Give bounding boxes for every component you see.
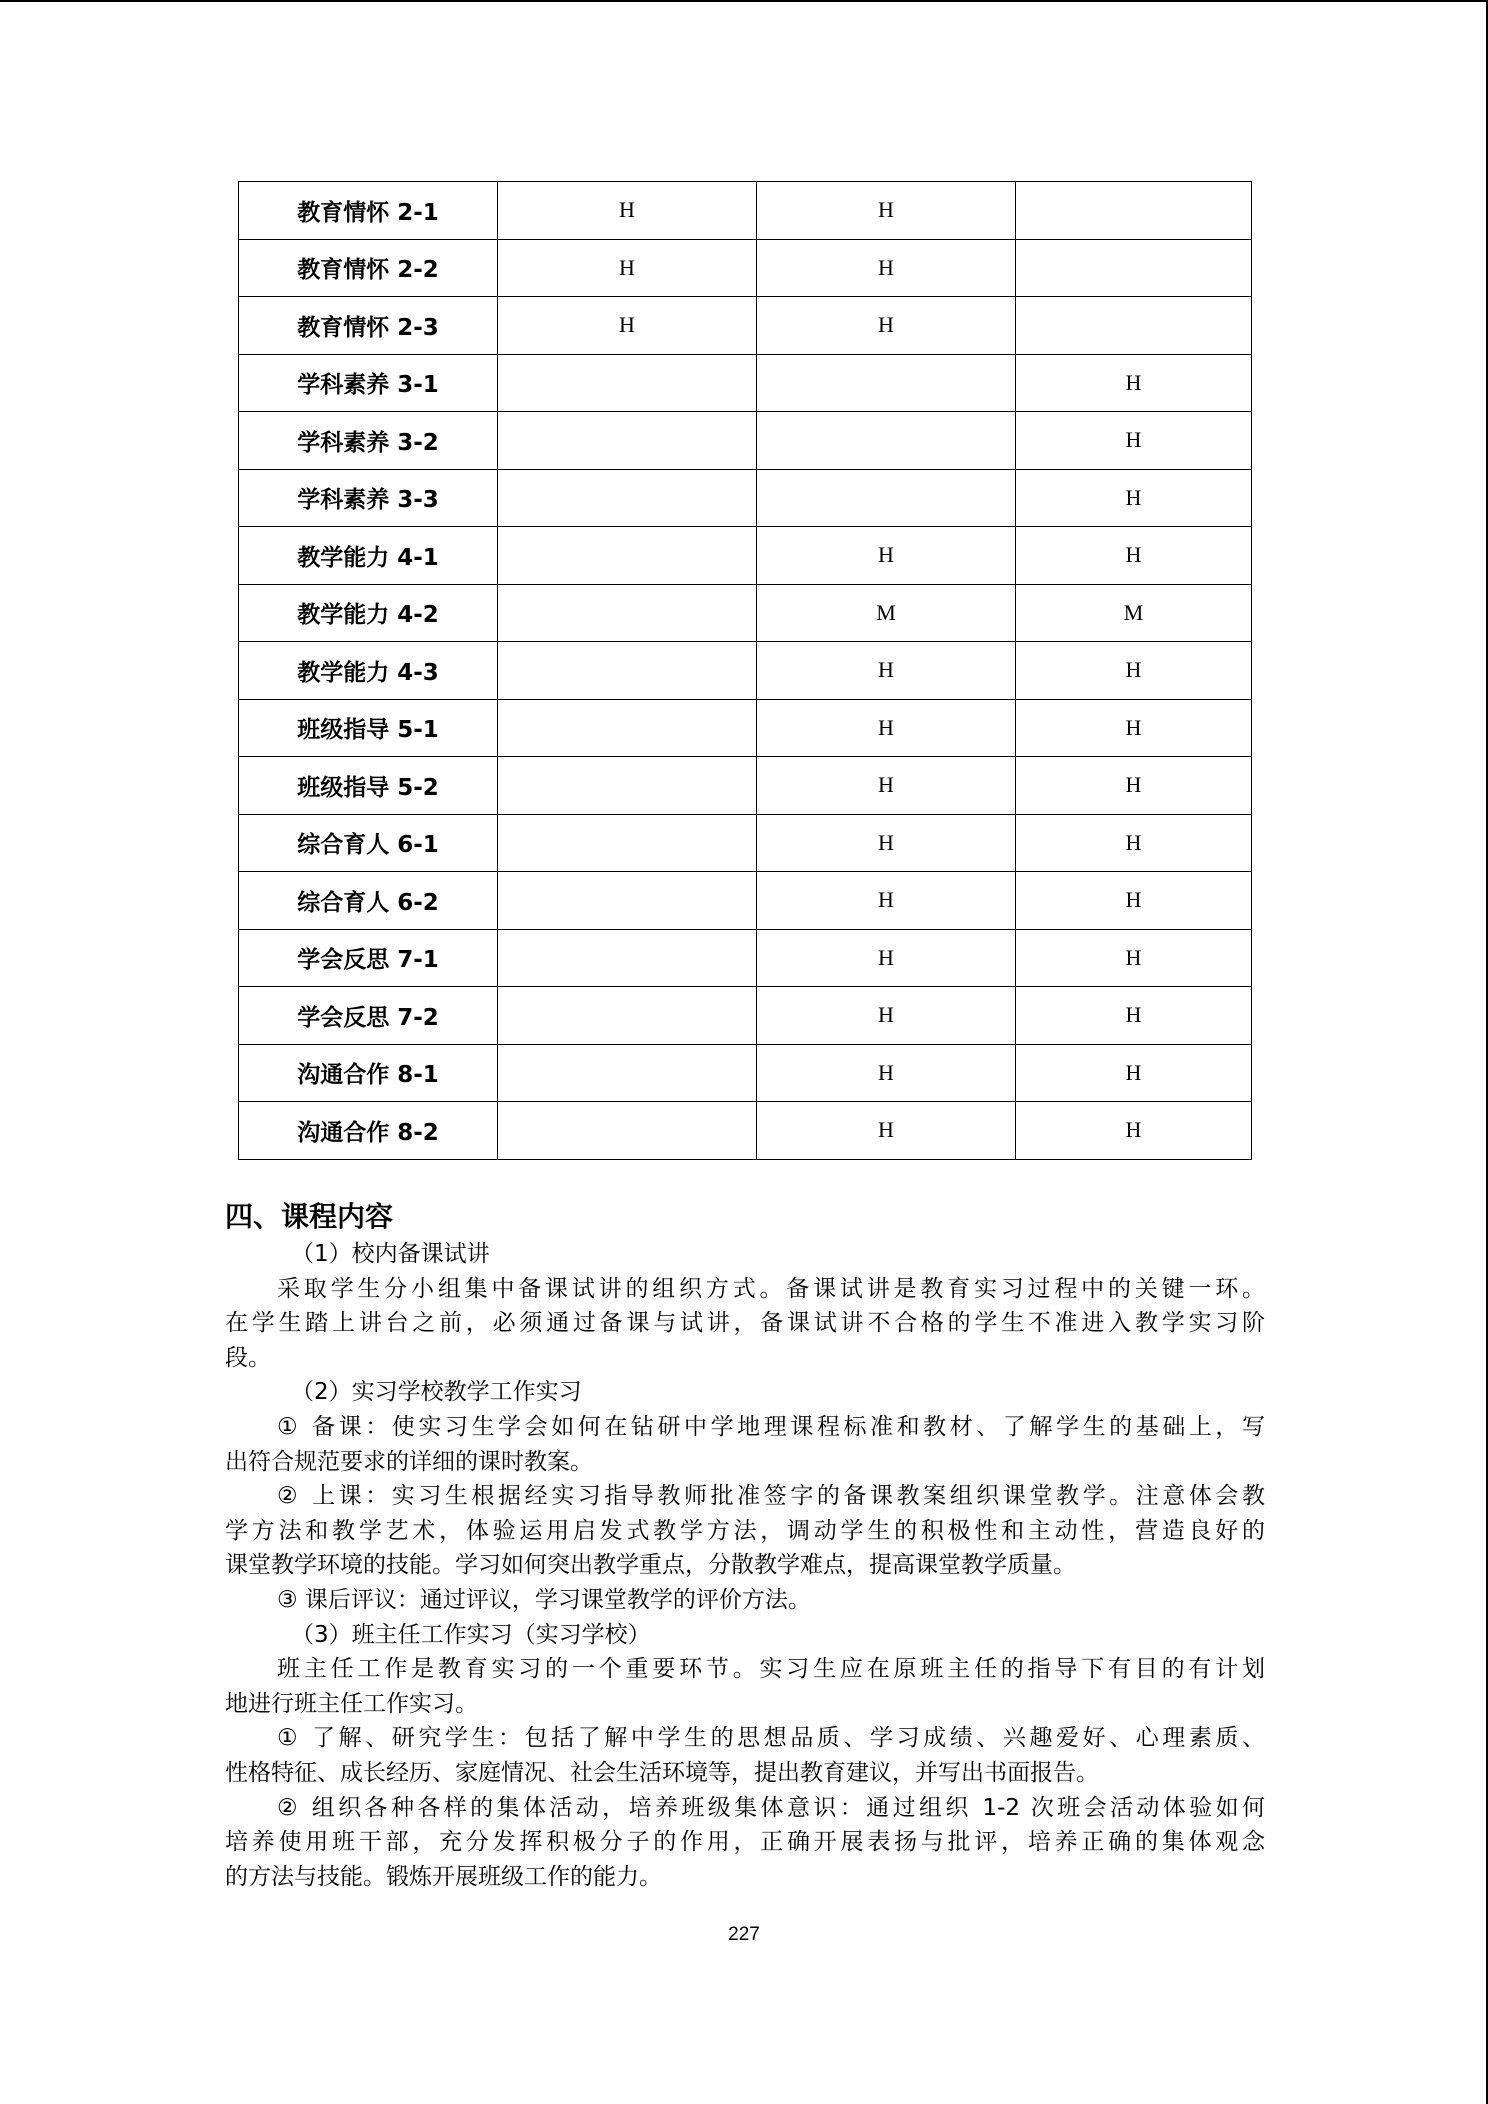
objective-support-matrix	[238, 181, 1252, 1160]
rating-cell: H	[498, 239, 757, 297]
page-number: 227	[728, 1924, 760, 1945]
paragraph-line: 性格特征、成长经历、家庭情况、社会生活环境等，提出教育建议，并写出书面报告。	[225, 1759, 1099, 1786]
rating-cell: H	[1016, 814, 1252, 872]
rating-cell: H	[757, 239, 1016, 297]
paragraph-line: 采取学生分小组集中备课试讲的组织方式。备课试讲是教育实习过程中的关键一环。	[277, 1275, 1265, 1302]
table-row	[239, 929, 1252, 987]
rating-cell: H	[757, 182, 1016, 240]
row-label-cell: 班级指导 5-1	[239, 699, 498, 757]
rating-cell	[498, 757, 757, 815]
paragraph-line: 的方法与技能。锻炼开展班级工作的能力。	[225, 1863, 662, 1890]
paragraph-line: （2）实习学校教学工作实习	[291, 1379, 582, 1406]
rating-cell	[498, 814, 757, 872]
table-row	[239, 987, 1252, 1045]
paragraph-line: ② 上课：实习生根据经实习指导教师批准签字的备课教案组织课堂教学。注意体会教	[277, 1483, 1265, 1510]
section-body	[225, 1237, 1265, 1894]
paragraph-line: 段。	[225, 1344, 271, 1371]
rating-cell: H	[1016, 699, 1252, 757]
table-row	[239, 584, 1252, 642]
rating-cell: H	[757, 699, 1016, 757]
rating-cell: H	[757, 872, 1016, 930]
row-label-cell: 教育情怀 2-1	[239, 182, 498, 240]
rating-cell	[757, 469, 1016, 527]
rating-cell: H	[1016, 929, 1252, 987]
paragraph-line: ① 备课：使实习生学会如何在钻研中学地理课程标准和教材、了解学生的基础上，写	[277, 1413, 1265, 1440]
rating-cell	[498, 527, 757, 585]
rating-cell	[498, 699, 757, 757]
paragraph-line: ③ 课后评议：通过评议，学习课堂教学的评价方法。	[277, 1586, 811, 1613]
rating-cell: H	[757, 814, 1016, 872]
row-label-cell: 学会反思 7-1	[239, 929, 498, 987]
rating-cell	[757, 354, 1016, 412]
rating-cell	[498, 469, 757, 527]
table-row	[239, 354, 1252, 412]
table-row	[239, 699, 1252, 757]
table-row	[239, 1102, 1252, 1160]
section-heading: 四、课程内容	[225, 1200, 394, 1233]
row-label-cell: 沟通合作 8-2	[239, 1102, 498, 1160]
rating-cell	[1016, 297, 1252, 355]
paragraph-line: 班主任工作是教育实习的一个重要环节。实习生应在原班主任的指导下有目的有计划	[277, 1656, 1265, 1683]
top-border-line	[0, 0, 1488, 2]
table-row	[239, 642, 1252, 700]
row-label-cell: 学会反思 7-2	[239, 987, 498, 1045]
paragraph-line: ② 组织各种各样的集体活动，培养班级集体意识：通过组织 1-2 次班会活动体验如何	[277, 1794, 1265, 1821]
row-label-cell: 教育情怀 2-3	[239, 297, 498, 355]
rating-cell	[498, 872, 757, 930]
table-row	[239, 297, 1252, 355]
rating-cell: H	[757, 297, 1016, 355]
rating-cell: H	[757, 642, 1016, 700]
row-label-cell: 沟通合作 8-1	[239, 1044, 498, 1102]
rating-cell	[498, 412, 757, 470]
rating-cell: H	[1016, 987, 1252, 1045]
rating-cell: H	[1016, 642, 1252, 700]
rating-cell: H	[757, 1102, 1016, 1160]
rating-cell	[1016, 239, 1252, 297]
rating-cell: H	[498, 182, 757, 240]
table-row	[239, 757, 1252, 815]
rating-cell: H	[757, 527, 1016, 585]
rating-cell: H	[757, 757, 1016, 815]
paragraph-line: 地进行班主任工作实习。	[225, 1690, 478, 1717]
table-row	[239, 412, 1252, 470]
paragraph-line: （1）校内备课试讲	[291, 1241, 490, 1267]
row-label-cell: 综合育人 6-2	[239, 872, 498, 930]
rating-cell	[498, 1044, 757, 1102]
rating-cell: H	[757, 987, 1016, 1045]
rating-cell: H	[1016, 1044, 1252, 1102]
rating-cell	[498, 929, 757, 987]
paragraph-line: （3）班主任工作实习（实习学校）	[291, 1621, 651, 1648]
rating-cell	[498, 584, 757, 642]
rating-cell: H	[1016, 469, 1252, 527]
paragraph-line: 出符合规范要求的详细的课时教案。	[225, 1448, 593, 1475]
table-row	[239, 814, 1252, 872]
rating-cell: H	[1016, 527, 1252, 585]
paragraph-line: ① 了解、研究学生：包括了解中学生的思想品质、学习成绩、兴趣爱好、心理素质、	[277, 1725, 1265, 1752]
rating-cell	[498, 987, 757, 1045]
rating-cell: M	[757, 584, 1016, 642]
row-label-cell: 教学能力 4-1	[239, 527, 498, 585]
rating-cell	[498, 1102, 757, 1160]
rating-cell: H	[757, 929, 1016, 987]
row-label-cell: 教学能力 4-2	[239, 584, 498, 642]
rating-cell	[757, 412, 1016, 470]
row-label-cell: 学科素养 3-1	[239, 354, 498, 412]
rating-cell	[498, 642, 757, 700]
rating-cell: H	[1016, 872, 1252, 930]
paragraph-line: 学方法和教学艺术，体验运用启发式教学方法，调动学生的积极性和主动性，营造良好的	[225, 1517, 1265, 1544]
rating-cell	[1016, 182, 1252, 240]
rating-cell	[498, 354, 757, 412]
row-label-cell: 学科素养 3-3	[239, 469, 498, 527]
row-label-cell: 学科素养 3-2	[239, 412, 498, 470]
rating-cell: H	[498, 297, 757, 355]
paragraph-line: 课堂教学环境的技能。学习如何突出教学重点，分散教学难点，提高课堂教学质量。	[225, 1552, 1076, 1579]
paragraph-line: 在学生踏上讲台之前，必须通过备课与试讲，备课试讲不合格的学生不准进入教学实习阶	[225, 1310, 1265, 1337]
rating-cell: H	[1016, 1102, 1252, 1160]
table-row	[239, 1044, 1252, 1102]
table-row	[239, 182, 1252, 240]
table-row	[239, 469, 1252, 527]
table-row	[239, 527, 1252, 585]
table-row	[239, 872, 1252, 930]
rating-cell: M	[1016, 584, 1252, 642]
table-row	[239, 239, 1252, 297]
rating-cell: H	[1016, 757, 1252, 815]
paragraph-line: 培养使用班干部，充分发挥积极分子的作用，正确开展表扬与批评，培养正确的集体观念	[225, 1829, 1265, 1856]
rating-cell: H	[1016, 412, 1252, 470]
row-label-cell: 班级指导 5-2	[239, 757, 498, 815]
row-label-cell: 教学能力 4-3	[239, 642, 498, 700]
row-label-cell: 教育情怀 2-2	[239, 239, 498, 297]
rating-cell: H	[1016, 354, 1252, 412]
rating-cell: H	[757, 1044, 1016, 1102]
course-content-section	[225, 1197, 1265, 1894]
row-label-cell: 综合育人 6-1	[239, 814, 498, 872]
